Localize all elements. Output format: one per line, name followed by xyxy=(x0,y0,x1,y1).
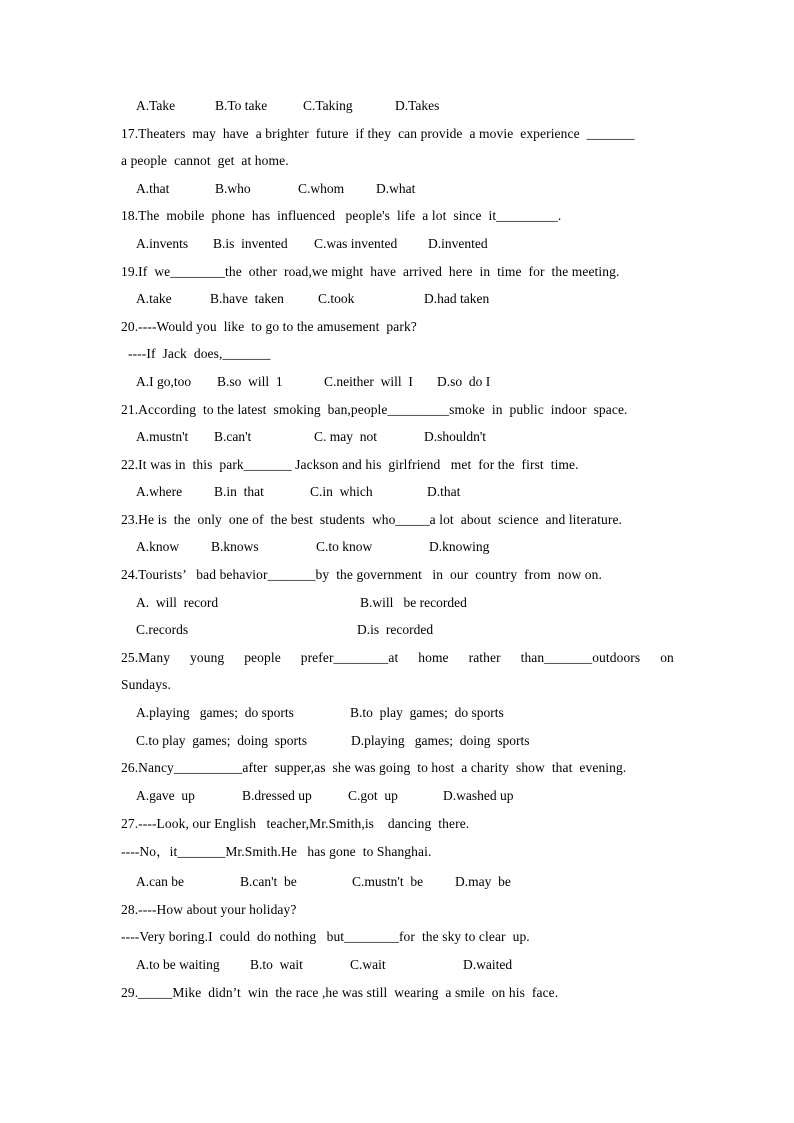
q18-option-c: C.was invented xyxy=(314,236,398,251)
q22-option-b: B.in that xyxy=(214,484,264,499)
q22-option-d: D.that xyxy=(427,484,461,499)
q26-option-b: B.dressed up xyxy=(242,788,312,803)
q18-option-a: A.invents xyxy=(136,236,189,251)
question-17: 17.Theaters may have a brighter future if they can provide a movie experience _______ xyxy=(121,126,635,141)
q25-option-a: A.playing games; do sports xyxy=(136,705,294,720)
q25-option-c: C.to play games; doing sports xyxy=(136,733,307,748)
q19-option-a: A.take xyxy=(136,291,172,306)
question-25 xyxy=(121,649,674,667)
q24-option-c: C.records xyxy=(136,622,189,637)
q20-option-c: C.neither will I xyxy=(324,374,413,389)
q26-option-d: D.washed up xyxy=(443,788,514,803)
q27-option-d: D.may be xyxy=(455,874,511,889)
question-28: 28.----How about your holiday? xyxy=(121,902,297,917)
q24-option-d: D.is recorded xyxy=(357,622,434,637)
q16-option-b: B.To take xyxy=(215,98,268,113)
question-21: 21.According to the latest smoking ban,people_________smoke in public indoor space. xyxy=(121,402,628,417)
q16-option-a: A.Take xyxy=(136,98,176,113)
q28-option-c: C.wait xyxy=(350,957,386,972)
q23-option-a: A.know xyxy=(136,539,180,554)
q23-option-b: B.knows xyxy=(211,539,259,554)
q25-word: 25.Many xyxy=(121,650,171,665)
question-29: 29._____Mike didn’t win the race ,he was still wearing a smile on his face. xyxy=(121,985,559,1000)
q28-option-a: A.to be waiting xyxy=(136,957,220,972)
q27-option-a: A.can be xyxy=(136,874,184,889)
q17-option-c: C.whom xyxy=(298,181,345,196)
q28-option-b: B.to wait xyxy=(250,957,303,972)
q17-option-b: B.who xyxy=(215,181,251,196)
q22-option-a: A.where xyxy=(136,484,183,499)
q17-option-d: D.what xyxy=(376,181,416,196)
q25-word: young xyxy=(190,650,225,665)
q22-option-c: C.in which xyxy=(310,484,373,499)
q25-option-b: B.to play games; do sports xyxy=(350,705,504,720)
question-20-reply: ----If Jack does,_______ xyxy=(128,346,271,361)
q25-option-d: D.playing games; doing sports xyxy=(351,733,530,748)
question-27-reply: ----No，it_______Mr.Smith.He has gone to Shanghai. xyxy=(121,844,432,859)
q21-option-a: A.mustn't xyxy=(136,429,189,444)
question-25-continued: Sundays. xyxy=(121,677,171,692)
q18-option-d: D.invented xyxy=(428,236,488,251)
q16-option-d: D.Takes xyxy=(395,98,440,113)
q16-option-c: C.Taking xyxy=(303,98,353,113)
q20-option-b: B.so will 1 xyxy=(217,374,283,389)
q19-option-c: C.took xyxy=(318,291,355,306)
q25-word: people xyxy=(244,650,281,665)
question-20: 20.----Would you like to go to the amusement park? xyxy=(121,319,417,334)
question-19: 19.If we________the other road,we might have arrived here in time for the meeting. xyxy=(121,264,620,279)
question-27: 27.----Look, our English teacher,Mr.Smith,is dancing there. xyxy=(121,816,470,831)
q20-option-a: A.I go,too xyxy=(136,374,192,389)
q19-option-b: B.have taken xyxy=(210,291,284,306)
q27-option-b: B.can't be xyxy=(240,874,297,889)
q21-option-c: C. may not xyxy=(314,429,377,444)
q25-word: prefer________at xyxy=(300,650,399,665)
q25-word: than_______outdoors xyxy=(520,650,641,665)
q21-option-d: D.shouldn't xyxy=(424,429,487,444)
q28-option-d: D.waited xyxy=(463,957,513,972)
q23-option-d: D.knowing xyxy=(429,539,490,554)
q25-word: on xyxy=(660,650,674,665)
q21-option-b: B.can't xyxy=(214,429,252,444)
q17-option-a: A.that xyxy=(136,181,170,196)
question-24: 24.Tourists’ bad behavior_______by the government in our country from now on. xyxy=(121,567,602,582)
question-18: 18.The mobile phone has influenced people's life a lot since it_________. xyxy=(121,208,562,223)
q25-word: home xyxy=(418,650,449,665)
question-26: 26.Nancy__________after supper,as she was going to host a charity show that evening. xyxy=(121,760,627,775)
q19-option-d: D.had taken xyxy=(424,291,490,306)
question-23: 23.He is the only one of the best students who_____a lot about science and literature. xyxy=(121,512,623,527)
q18-option-b: B.is invented xyxy=(213,236,288,251)
question-22: 22.It was in this park_______ Jackson and his girlfriend met for the first time. xyxy=(121,457,579,472)
question-28-reply: ----Very boring.I could do nothing but________for the sky to clear up. xyxy=(121,929,530,944)
q24-option-a: A. will record xyxy=(136,595,219,610)
q20-option-d: D.so do I xyxy=(437,374,491,389)
q26-option-a: A.gave up xyxy=(136,788,195,803)
q25-word: rather xyxy=(468,650,501,665)
question-17-continued: a people cannot get at home. xyxy=(121,153,289,168)
q24-option-b: B.will be recorded xyxy=(360,595,467,610)
q23-option-c: C.to know xyxy=(316,539,373,554)
q27-option-c: C.mustn't be xyxy=(352,874,424,889)
q26-option-c: C.got up xyxy=(348,788,398,803)
